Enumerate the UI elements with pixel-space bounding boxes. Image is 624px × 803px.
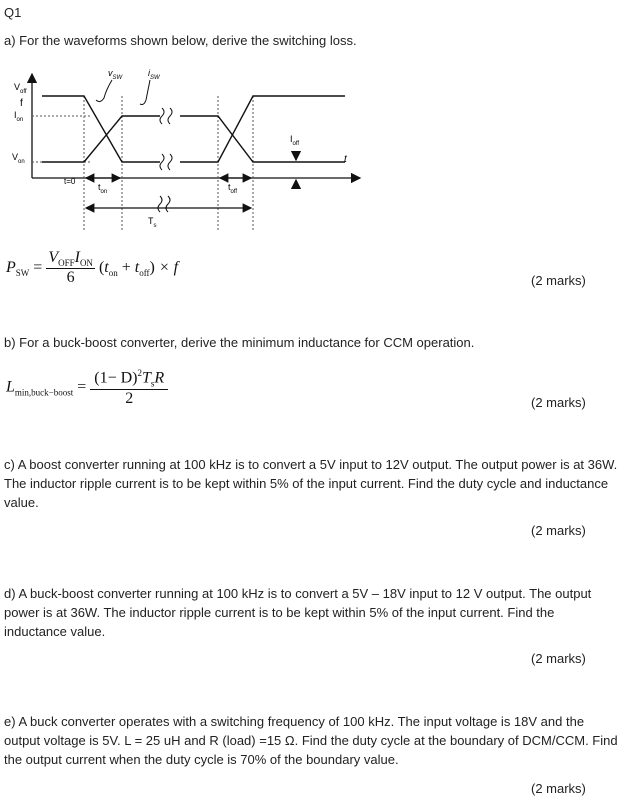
min-inductance-formula: $L_{min,buck-boost}$ = $\frac{(1- D)^2T_sR}{2}$ xyxy=(6,368,168,408)
ion-label: $I_{on}$ xyxy=(14,110,24,123)
part-a-text: a) For the waveforms shown below, derive the switching loss. xyxy=(4,33,357,48)
ts-label: $T_s$ xyxy=(148,216,157,229)
voff-label: $V_{off}$ xyxy=(14,82,27,95)
part-d-marks: (2 marks) xyxy=(531,651,586,666)
current-waveform xyxy=(42,116,160,162)
t-axis-label: t xyxy=(344,154,347,165)
switching-loss-formula: $P_{SW}$ = $\frac{V_{OFF}I_{ON}}{6}$ $(t_{on} + t_{off}) \times f$ xyxy=(6,249,179,287)
question-label: Q1 xyxy=(4,5,22,20)
switching-waveform-figure xyxy=(0,62,380,242)
svg-text:f: f xyxy=(20,98,23,109)
t0-label: t=0 xyxy=(64,177,76,186)
part-c-text: c) A boost converter running at 100 kHz is to convert a 5V input to 12V output. The output power is at 36W. The inductor ripple current is to be kept within 5% of the input current. Find the duty cycle and inductance value. xyxy=(4,457,618,510)
part-c-marks: (2 marks) xyxy=(531,523,586,538)
voltage-waveform xyxy=(42,96,160,162)
vsw-label: $v_{SW}$ xyxy=(108,68,123,81)
isw-label: $i_{SW}$ xyxy=(148,68,160,81)
part-d-text: d) A buck-boost converter running at 100 kHz is to convert a 5V – 18V input to 12 V output. The output power is at 36W. The inductor ripple current is to be kept within 5% of the input current. Find the inductance value. xyxy=(4,586,592,639)
part-b-marks: (2 marks) xyxy=(531,395,586,410)
part-e-marks: (2 marks) xyxy=(531,781,586,796)
part-a-marks: (2 marks) xyxy=(531,273,586,288)
ton-label: $t_{on}$ xyxy=(98,182,108,195)
von-label: $V_{on}$ xyxy=(12,152,25,165)
part-e-text: e) A buck converter operates with a switching frequency of 100 kHz. The input voltage is 18V and the output voltage is 5V. L = 25 uH and R (load) =15 Ω. Find the duty cycle at the boundary of DCM/CCM. Find the output current when the duty cycle is 70% of the boundary value. xyxy=(4,714,618,767)
part-b-text: b) For a buck-boost converter, derive the minimum inductance for CCM operation. xyxy=(4,335,475,350)
ioff-label: $I_{off}$ xyxy=(290,134,300,147)
toff-label: $t_{off}$ xyxy=(228,182,238,195)
